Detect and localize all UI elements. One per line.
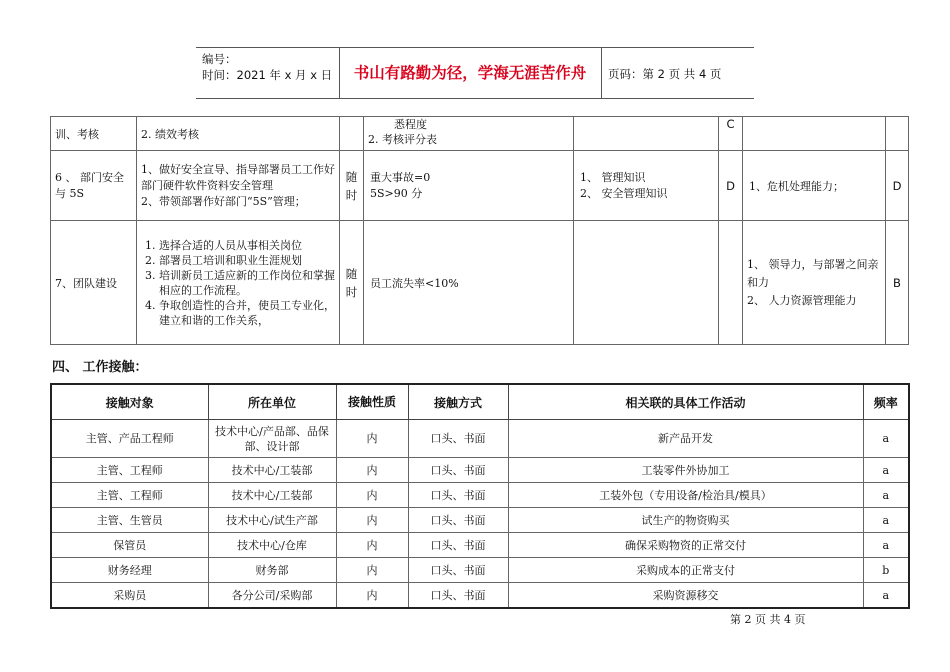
contact-frequency: a — [863, 533, 909, 558]
contact-unit: 财务部 — [208, 558, 336, 583]
contact-method: 口头、书面 — [408, 508, 508, 533]
contact-method: 口头、书面 — [408, 533, 508, 558]
contact-method: 口头、书面 — [408, 458, 508, 483]
contact-nature: 内 — [336, 583, 408, 609]
duty-ability: 1、危机处理能力； — [743, 151, 886, 221]
duty-standard — [364, 117, 574, 151]
contact-target: 主管、生管员 — [51, 508, 208, 533]
contact-unit: 各分公司/采购部 — [208, 583, 336, 609]
contact-target: 保管员 — [51, 533, 208, 558]
contact-unit: 技术中心/工装部 — [208, 458, 336, 483]
duty-ability-level — [886, 117, 909, 151]
duty-standard — [364, 151, 574, 221]
duty-knowledge-line: 1、 管理知识 — [580, 170, 646, 184]
duty-knowledge — [574, 151, 719, 221]
table-row — [51, 583, 909, 609]
duty-ability-level: B — [886, 221, 909, 345]
duty-standard-line: 5S>90 分 — [370, 186, 423, 200]
duty-item: 7、团队建设 — [51, 221, 137, 345]
header-slogan: 书山有路勤为径，学海无涯苦作舟 — [339, 48, 602, 98]
column-header: 接触对象 — [51, 384, 208, 420]
list-item: 3. 培训新员工适应新的工作岗位和掌握相应的工作流程。 — [159, 268, 335, 298]
contact-nature: 内 — [336, 483, 408, 508]
column-header: 频率 — [863, 384, 909, 420]
duty-frequency: 随时 — [340, 221, 364, 345]
duty-frequency — [340, 117, 364, 151]
contact-method: 口头、书面 — [408, 483, 508, 508]
contact-nature: 内 — [336, 533, 408, 558]
contact-nature: 内 — [336, 420, 408, 458]
contact-nature: 内 — [336, 458, 408, 483]
page-footer: 第 2 页 共 4 页 — [730, 613, 806, 626]
contact-activity: 采购成本的正常支付 — [508, 558, 863, 583]
duty-knowledge-level — [719, 221, 743, 345]
duty-content-line: 2、带领部署作好部门“5S”管理； — [141, 194, 306, 208]
duty-content: 2. 绩效考核 — [137, 117, 340, 151]
header-page-code: 页码：第 2 页 共 4 页 — [608, 67, 722, 81]
contact-frequency: a — [863, 458, 909, 483]
contact-unit: 技术中心/产品部、品保部、设计部 — [208, 420, 336, 458]
contact-activity: 工装零件外协加工 — [508, 458, 863, 483]
contact-method: 口头、书面 — [408, 558, 508, 583]
contact-frequency: b — [863, 558, 909, 583]
contact-frequency: a — [863, 508, 909, 533]
duty-knowledge — [574, 117, 719, 151]
contact-target: 采购员 — [51, 583, 208, 609]
duty-item: 训、考核 — [51, 117, 137, 151]
document-number-label: 编号： — [202, 52, 237, 66]
duty-ability — [743, 117, 886, 151]
duty-standard-line: 重大事故=0 — [370, 170, 431, 184]
contact-activity: 采购资源移交 — [508, 583, 863, 609]
table-row — [51, 558, 909, 583]
table-row — [51, 458, 909, 483]
contact-method: 口头、书面 — [408, 583, 508, 609]
duty-content — [137, 221, 340, 345]
duty-row — [51, 151, 909, 221]
contact-activity: 新产品开发 — [508, 420, 863, 458]
contact-frequency: a — [863, 583, 909, 609]
duty-knowledge-level: C — [719, 117, 743, 151]
contact-activity: 工装外包（专用设备/检治具/模具） — [508, 483, 863, 508]
duty-standard: 员工流失率<10% — [364, 221, 574, 345]
duty-row — [51, 117, 909, 151]
contact-activity: 确保采购物资的正常交付 — [508, 533, 863, 558]
contact-frequency: a — [863, 483, 909, 508]
contact-target: 主管、工程师 — [51, 458, 208, 483]
duty-ability-line: 2、 人力资源管理能力 — [747, 293, 857, 307]
duty-content — [137, 151, 340, 221]
header-meta — [196, 48, 340, 98]
duty-standard-line: 悉程度 — [394, 118, 427, 131]
column-header: 接触性质 — [336, 384, 408, 420]
contact-nature: 内 — [336, 558, 408, 583]
contact-activity: 试生产的物资购买 — [508, 508, 863, 533]
contact-unit: 技术中心/仓库 — [208, 533, 336, 558]
list-item: 4. 争取创造性的合并，使员工专业化，建立和谐的工作关系， — [159, 298, 335, 328]
table-row — [51, 508, 909, 533]
duty-content-list — [139, 238, 335, 328]
duty-content-line: 1、做好安全宣导、指导部署员工工作好部门硬件软件资料安全管理 — [141, 162, 335, 192]
duty-ability-line: 1、 领导力，与部署之间亲和力 — [747, 257, 879, 289]
column-header: 接触方式 — [408, 384, 508, 420]
duty-row — [51, 221, 909, 345]
table-row — [51, 420, 909, 458]
duty-knowledge-level: D — [719, 151, 743, 221]
table-row — [51, 533, 909, 558]
contact-method: 口头、书面 — [408, 420, 508, 458]
duty-item: 6 、 部门安全与 5S — [51, 151, 137, 221]
contact-unit: 技术中心/试生产部 — [208, 508, 336, 533]
section-title: 四、 工作接触： — [52, 360, 148, 375]
contact-frequency: a — [863, 420, 909, 458]
contact-target: 财务经理 — [51, 558, 208, 583]
duty-standard-line: 2. 考核评分表 — [368, 133, 437, 146]
contact-unit: 技术中心/工装部 — [208, 483, 336, 508]
table-row — [51, 483, 909, 508]
duty-ability-level: D — [886, 151, 909, 221]
list-item: 2. 部署员工培训和职业生涯规划 — [159, 253, 335, 268]
column-header: 相关联的具体工作活动 — [508, 384, 863, 420]
page-header — [196, 47, 754, 99]
duty-knowledge-line: 2、 安全管理知识 — [580, 186, 668, 200]
contact-table — [50, 383, 910, 609]
duty-table — [50, 116, 909, 345]
duty-frequency: 随时 — [340, 151, 364, 221]
contact-header-row — [51, 384, 909, 420]
column-header: 所在单位 — [208, 384, 336, 420]
duty-ability — [743, 221, 886, 345]
contact-target: 主管、工程师 — [51, 483, 208, 508]
contact-target: 主管、产品工程师 — [51, 420, 208, 458]
duty-knowledge — [574, 221, 719, 345]
contact-nature: 内 — [336, 508, 408, 533]
document-date: 时间：2021 年 x 月 x 日 — [202, 68, 333, 82]
list-item: 1. 选择合适的人员从事相关岗位 — [159, 238, 335, 253]
